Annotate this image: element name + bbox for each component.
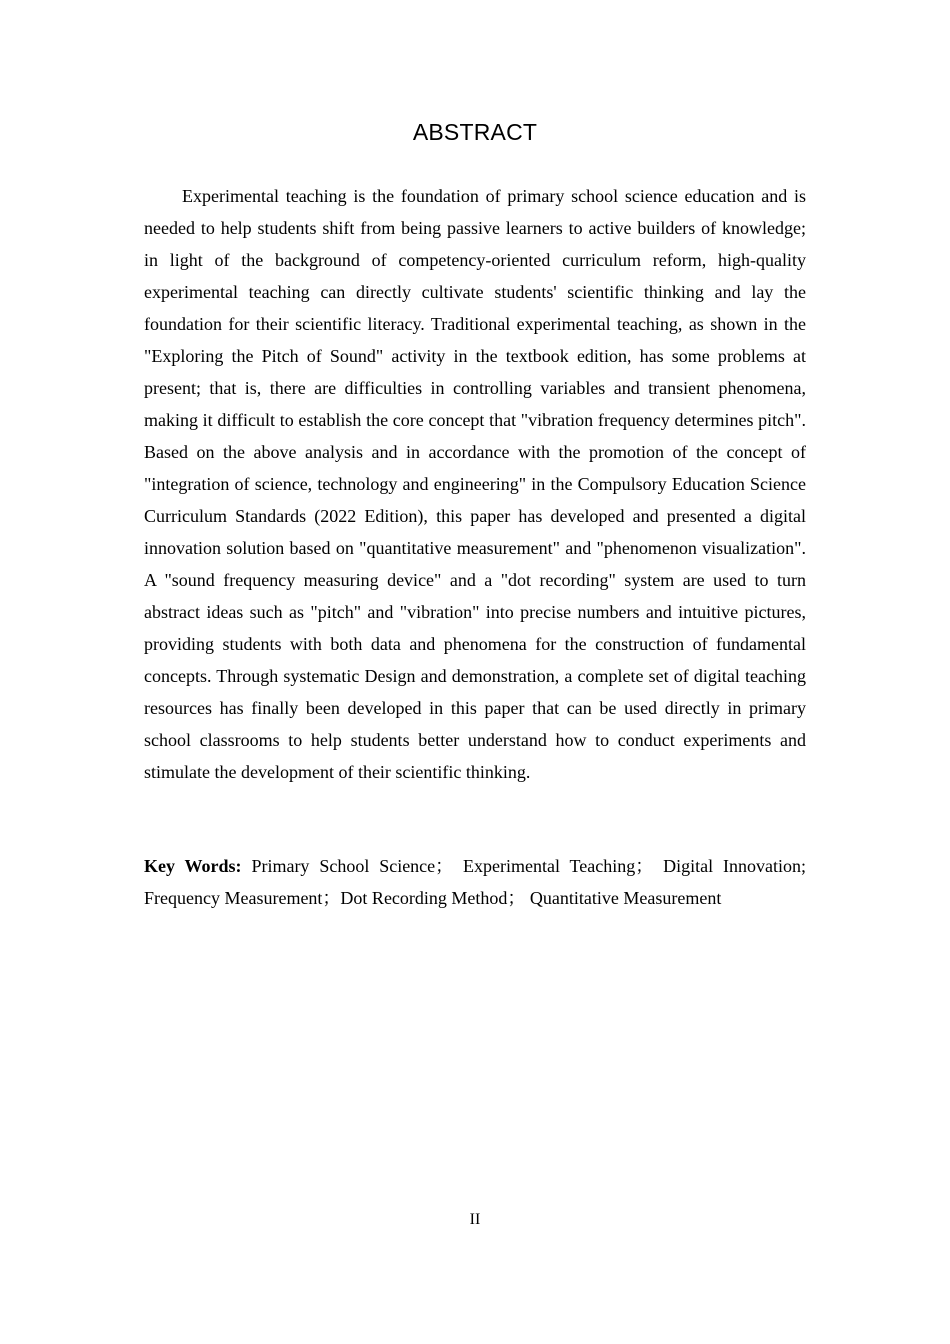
abstract-paragraph: Experimental teaching is the foundation of primary school science education and is needed to help students shift from being passive learners to active builders of knowledge; in light of the background of competency-oriented curriculum reform, high-quality experimental teaching can directly cultivate students' scientific thinking and lay the foundation for their scientific literacy. Traditional experimental teaching, as shown in the "Exploring the Pitch of Sound" activity in the textbook edition, has some problems at present; that is, there are difficulties in controlling variables and transient phenomena, making it difficult to establish the core concept that "vibration frequency determines pitch". Based on the above analysis and in accordance with the promotion of the concept of "integration of science, technology and engineering" in the Compulsory Education Science Curriculum Standards (2022 Edition), this paper has developed and presented a digital innovation solution based on "quantitative measurement" and "phenomenon visualization". A "sound frequency measuring device" and a "dot recording" system are used to turn abstract ideas such as "pitch" and "vibration" into precise numbers and intuitive pictures, providing students with both data and phenomena for the construction of fundamental concepts. Through systematic Design and demonstration, a complete set of digital teaching resources has finally been developed in this paper that can be used directly in primary school classrooms to help students better understand how to conduct experiments and stimulate the development of their scientific thinking.: [144, 186, 806, 782]
keywords-label: Key Words:: [144, 856, 242, 876]
page-number: II: [469, 1211, 481, 1228]
abstract-title: ABSTRACT: [412, 119, 538, 145]
keywords-list: Primary School Science； Experimental Teaching； Digital Innovation; Frequency Measurement；Dot Recording Method； Quantitative Measurement: [144, 856, 807, 908]
keywords-paragraph: [144, 850, 806, 914]
